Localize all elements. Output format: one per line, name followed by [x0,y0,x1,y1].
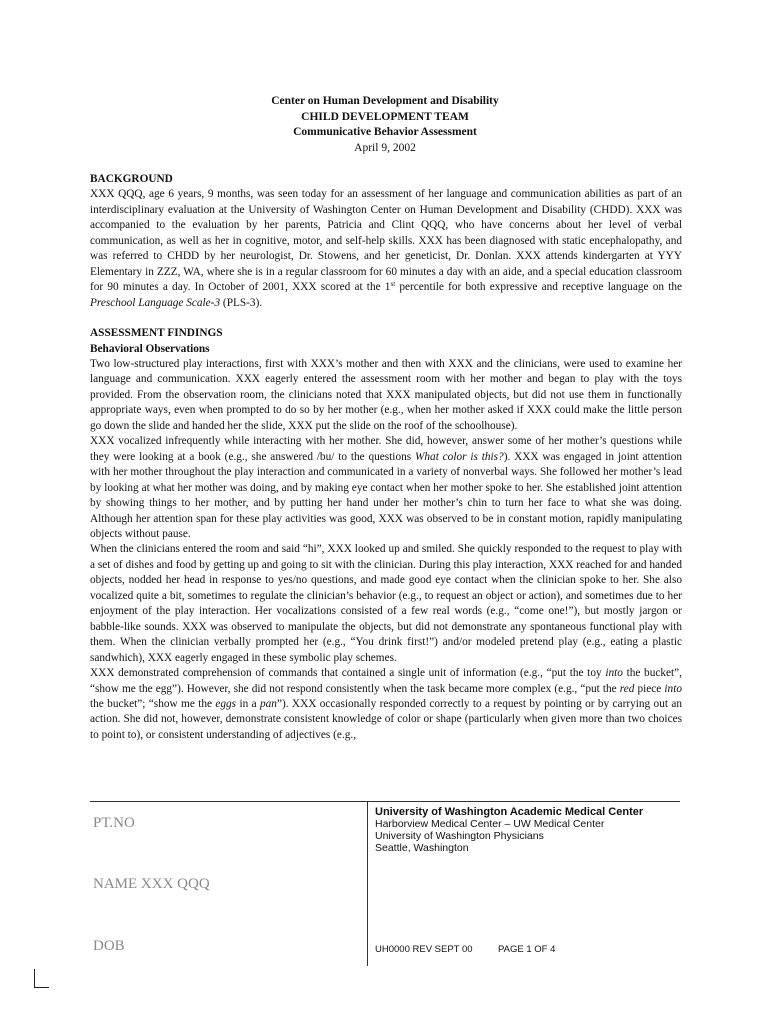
p2-text-cont: ). XXX was engaged in joint attention with her mother throughout the play interaction and communicated in a variety of nonverbal ways. She followed her mother’s lead by looking at what her mother was doing, and by making eye contact when her mother spoke to her. She established joint attention by showing things to her mother, and by putting her hand under her mother’s chin to turn her face to what she was doing. Although her attention span for these play activities was good, XXX was observed to be in constant motion, rapidly manipulating objects without pause. [90,450,682,540]
findings-paragraph-3: When the clinicians entered the room and said “hi”, XXX looked up and smiled. She quickly responded to the request to play with a set of dishes and food by getting up and going to sit with the clinician. During this play interaction, XXX reached for and handed objects, nodded her head in response to yes/no questions, and made good eye contact when the clinician spoke to her. She also vocalized quite a bit, sometimes to regulate the clinician’s behavior (e.g., to request an object or action), and sometimes due to her enjoyment of the play interaction. Her vocalizations consisted of a few real words (e.g., “come one!”), but mostly jargon or babble-like sounds. XXX was observed to manipulate the objects, but did not demonstrate any spontaneous functional play with them. When the clinician verbally prompted her (e.g., “You drink first!”) and/or modeled pretend play (e.g., eating a plastic sandwhich), XXX eagerly engaged in these symbolic play schemes. [90,543,682,664]
background-text-cont: percentile for both expressive and receptive language on the [395,281,682,294]
organization-line-2: Harborview Medical Center – UW Medical Center [375,818,605,830]
background-text: XXX QQQ, age 6 years, 9 months, was seen today for an assessment of her language and communication abilities as part of an interdisciplinary evaluation at the University of Washington Center on Human Development and Disability (CHDD). XXX was accompanied to the evaluation by her parents, Patricia and Clint QQQ, who have concerns about her level of verbal communication, as well as her in cognitive, motor, and self-help skills. XXX has been diagnosed with static encephalopathy, and was referred to CHDD by her neurologist, Dr. Stowens, and her geneticist, Dr. Donlan. XXX attends kindergarten at YYY Elementary in ZZZ, WA, where she is in a regular classroom for 60 minutes a day with an aide, and a special education classroom for 90 minutes a day. In October of 2001, XXX scored at the 1 [90,188,682,294]
section-gap [90,311,682,326]
document-header [90,94,680,156]
p4-italic: eggs [215,697,237,710]
page-number: PAGE 1 OF 4 [498,944,556,955]
team-title: CHILD DEVELOPMENT TEAM [301,110,469,123]
institution-title: Center on Human Development and Disability [271,95,499,107]
organization-block [375,806,643,854]
patient-name-label: NAME XXX QQQ [93,876,210,892]
footer-column-divider [367,801,368,966]
form-code: UH0000 REV SEPT 00 [375,944,473,955]
p4-text: XXX demonstrated comprehension of commands that contained a single unit of information (e.g., “put the toy [90,667,606,680]
findings-paragraph-1: Two low-structured play interactions, first with XXX’s mother and then with XXX and the clinicians, were used to examine her language and communication. XXX eagerly entered the assessment room with her mother and began to play with the toys provided. From the observation room, the clinicians noted that XXX manipulated objects, but did not use them in functionally appropriate ways, even when prompted to do so by her mother (e.g., when her mother asked if XXX could make the little person go down the slide and handed her the slide, XXX put the slide on the roof of the schoolhouse). [90,357,682,432]
background-paragraph [90,187,682,311]
p4-text: piece [634,682,665,695]
background-heading: BACKGROUND [90,173,173,185]
patient-number-label: PT.NO [93,815,135,831]
p4-text: the bucket”, “show me the egg”). However, she did not respond consistently when the task became more complex (e.g., “put the [90,667,682,695]
behavioral-observations-subheading: Behavioral Observations [90,342,210,355]
p4-italic: pan [260,697,277,710]
report-body [90,172,682,743]
report-title: Communicative Behavior Assessment [293,126,477,138]
p4-italic: red [619,682,635,695]
test-name: Preschool Language Scale-3 [90,296,221,309]
footer-divider [90,801,680,802]
organization-line-3: University of Washington Physicians [375,830,544,842]
ordinal-suffix: st [390,280,396,289]
p2-text: XXX vocalized infrequently while interacting with her mother. She did, however, answer some of her mother’s questions while they were looking at a book (e.g., she answered /bu/ to the questions [90,435,682,463]
findings-heading: ASSESSMENT FINDINGS [90,327,223,340]
findings-paragraph-2 [90,434,682,542]
report-date: April 9, 2002 [354,141,416,154]
p4-text: the bucket”; “show me the [90,697,216,710]
findings-paragraph-4 [90,666,682,743]
p4-italic: into [664,682,682,695]
p4-italic: into [605,667,623,680]
crop-mark [34,969,49,988]
p4-text: ”). XXX occasionally responded correctly to a request by pointing or by carrying out an action. She did not, however, demonstrate consistent knowledge of color or shape (particularly when given more than two choices to point to), or consistent understanding of adjectives (e.g., [90,697,683,741]
background-text-end: (PLS-3). [220,296,263,309]
organization-name: University of Washington Academic Medical Center [375,806,644,818]
date-of-birth-label: DOB [93,938,125,954]
p2-question: What color is this? [414,450,504,463]
p4-text: in a [236,697,260,710]
organization-line-4: Seattle, Washington [375,842,469,854]
